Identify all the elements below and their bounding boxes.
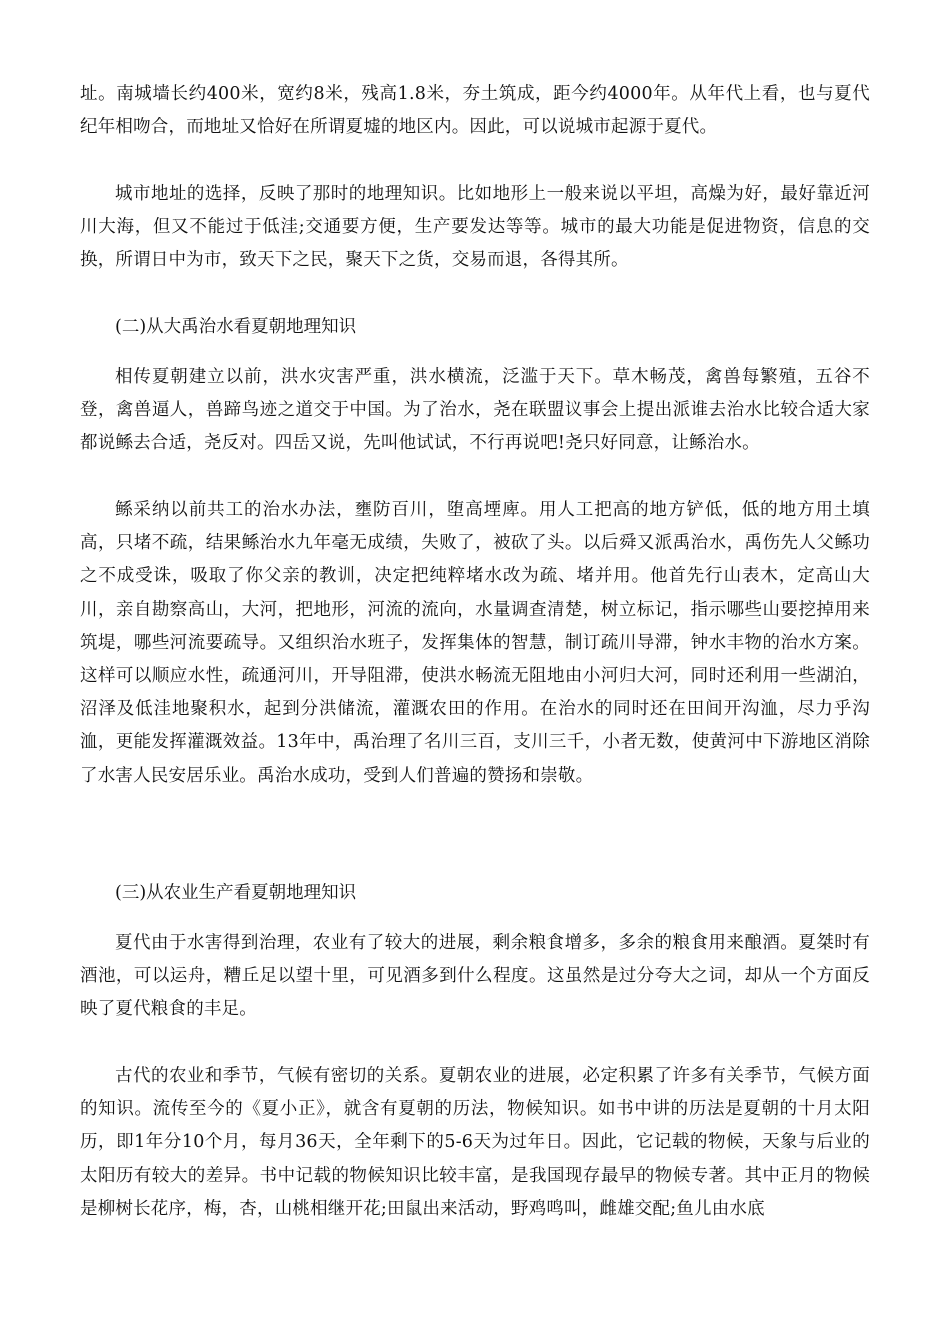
paragraph-grain-surplus: 夏代由于水害得到治理，农业有了较大的进展，剩余粮食增多，多余的粮食用来酿酒。夏桀时有酒池，可以运舟，糟丘足以望十里，可见酒多到什么程度。这虽然是过分夸大之词，却从一个方面反映了夏代粮食的丰足。 [80, 933, 870, 1020]
paragraph-xia-xiaozheng: 古代的农业和季节，气候有密切的关系。夏朝农业的进展，必定积累了许多有关季节，气候方面的知识。流传至今的《夏小正》，就含有夏朝的历法，物候知识。如书中讲的历法是夏朝的十月太阳历，即1年分10个月，每月36天，全年剩下的5-6天为过年日。因此，它记载的物候，天象与后业的太阳历有较大的差异。书中记载的物候知识比较丰富，是我国现存最早的物候专著。其中正月的物候是柳树长花序，梅，杏，山桃相继开花;田鼠出来活动，野鸡鸣叫，雌雄交配;鱼儿由水底 [80, 1066, 870, 1219]
section-heading-agriculture: (三)从农业生产看夏朝地理知识 [115, 883, 357, 903]
paragraph-gun-and-yu: 鲧采纳以前共工的治水办法，壅防百川，堕高堙庳。用人工把高的地方铲低，低的地方用土填高，只堵不疏，结果鲧治水九年毫无成绩，失败了，被砍了头。以后舜又派禹治水，禹伤先人父鲧功之不成受诛，吸取了你父亲的教训，决定把纯粹堵水改为疏、堵并用。他首先行山表木，定高山大川，亲自勘察高山，大河，把地形，河流的流向，水量调查清楚，树立标记，指示哪些山要挖掉用来筑堤，哪些河流要疏导。又组织治水班子，发挥集体的智慧，制订疏川导滞，钟水丰物的治水方案。这样可以顺应水性，疏通河川，开导阻滞，使洪水畅流无阻地由小河归大河，同时还利用一些湖泊，沼泽及低洼地聚积水，起到分洪储流，灌溉农田的作用。在治水的同时还在田间开沟洫，尽力乎沟洫，更能发挥灌溉效益。13年中，禹治理了名川三百，支川三千，小者无数，使黄河中下游地区消除了水害人民安居乐业。禹治水成功，受到人们普遍的赞扬和崇敬。 [80, 500, 870, 786]
paragraph-flood-legend: 相传夏朝建立以前，洪水灾害严重，洪水横流，泛滥于天下。草木畅茂，禽兽每繁殖，五谷不登，禽兽逼人，兽蹄鸟迹之道交于中国。为了治水，尧在联盟议事会上提出派谁去治水比较合适大家都说鲧去合适，尧反对。四岳又说，先叫他试试，不行再说吧!尧只好同意，让鲧治水。 [80, 367, 870, 454]
section-heading-flood-control: (二)从大禹治水看夏朝地理知识 [115, 317, 357, 337]
paragraph-city-site: 城市地址的选择，反映了那时的地理知识。比如地形上一般来说以平坦，高燥为好，最好靠近河川大海，但又不能过于低洼;交通要方便，生产要发达等等。城市的最大功能是促进物资，信息的交换，所谓日中为市，致天下之民，聚天下之货，交易而退，各得其所。 [80, 184, 870, 271]
paragraph-continuation: 址。南城墙长约400米，宽约8米，残高1.8米，夯土筑成，距今约4000年。从年代上看，也与夏代纪年相吻合，而地址又恰好在所谓夏墟的地区内。因此，可以说城市起源于夏代。 [80, 84, 870, 138]
